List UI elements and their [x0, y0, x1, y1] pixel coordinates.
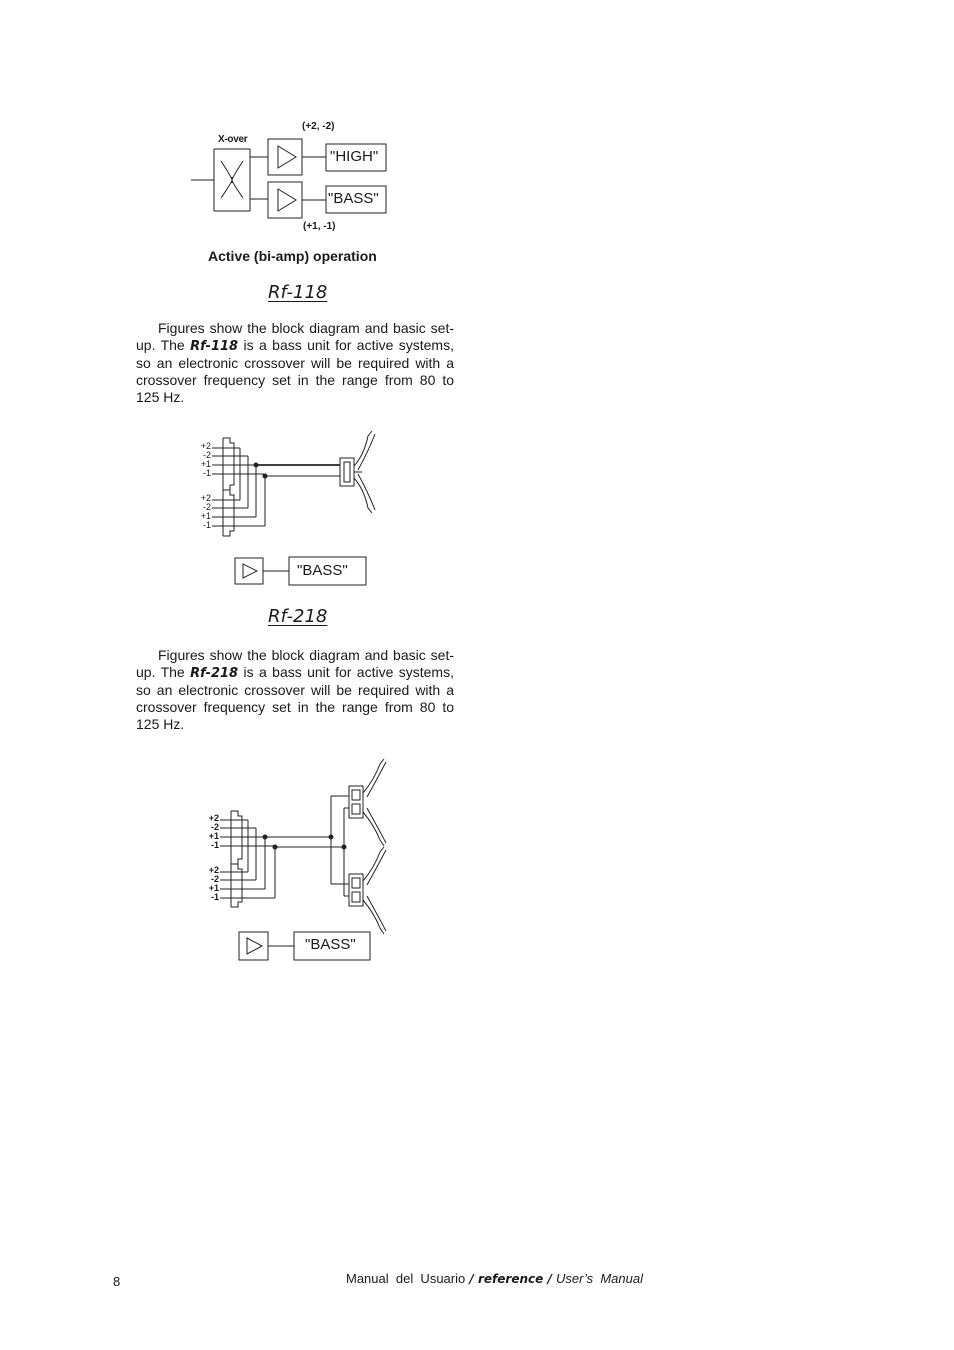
pin-label: +2 — [208, 813, 219, 823]
xover-label: X-over — [218, 134, 248, 145]
pin-label: +1 — [208, 883, 219, 893]
pin-label: +2 — [208, 865, 219, 875]
rf218-pin-labels-b — [204, 866, 219, 902]
pin-label: -2 — [202, 502, 211, 512]
rf218-bass-label: "BASS" — [305, 936, 356, 953]
rf218-amp-icon — [247, 938, 262, 954]
pin-label: +1 — [200, 459, 211, 469]
rf218-connector-b — [231, 864, 242, 907]
rf218-para-after: is a bass unit for active systems, so an electronic crossover will be required with a crossover frequency set in the range from 80 to 125 Hz. — [136, 664, 454, 732]
rf218-para-before: Figures show the block diagram and basic set-up. The — [136, 647, 454, 680]
pin-label: -1 — [202, 468, 211, 478]
rf218-driver2-magnet — [349, 874, 363, 906]
rf218-title: Rf-218 — [268, 606, 328, 627]
footer-brand: reference — [477, 1272, 544, 1286]
rf218-pin-labels-a — [204, 814, 219, 850]
bass-box-label: "BASS" — [328, 190, 379, 207]
pin-label: -1 — [202, 520, 211, 530]
footer-manual-en: User’s Manual — [556, 1271, 643, 1286]
rf118-title: Rf-118 — [268, 282, 328, 303]
footer-title — [346, 1271, 643, 1286]
pin-label: -2 — [210, 822, 219, 832]
pin-label: +2 — [200, 493, 211, 503]
top-gain-label: (+2, -2) — [302, 121, 335, 132]
pin-label: +1 — [200, 511, 211, 521]
pin-label: -1 — [210, 840, 219, 850]
rf218-amp-box — [239, 932, 268, 960]
bottom-gain-label: (+1, -1) — [303, 221, 336, 232]
footer-manual-es: Manual del Usuario — [346, 1271, 466, 1286]
footer-separator-2: / — [543, 1272, 557, 1286]
pin-label: -2 — [202, 450, 211, 460]
high-box-label: "HIGH" — [330, 148, 379, 165]
pin-label: -2 — [210, 874, 219, 884]
pin-label: +2 — [200, 441, 211, 451]
rf118-para-after: is a bass unit for active systems, so an electronic crossover will be required with a crossover frequency set in the range from 80 to 125 Hz. — [136, 337, 454, 405]
rf118-bass-label: "BASS" — [297, 562, 348, 579]
page-number: 8 — [113, 1274, 121, 1289]
pin-label: -1 — [210, 892, 219, 902]
rf118-inline-model: Rf-118 — [190, 339, 239, 354]
rf118-para-before: Figures show the block diagram and basic set-up. The — [136, 320, 454, 353]
biamp-caption: Active (bi-amp) operation — [208, 248, 377, 264]
footer-separator-1: / — [465, 1272, 478, 1286]
pin-label: +1 — [208, 831, 219, 841]
rf218-inline-model: Rf-218 — [190, 666, 239, 681]
rf218-driver1-magnet — [349, 786, 363, 818]
